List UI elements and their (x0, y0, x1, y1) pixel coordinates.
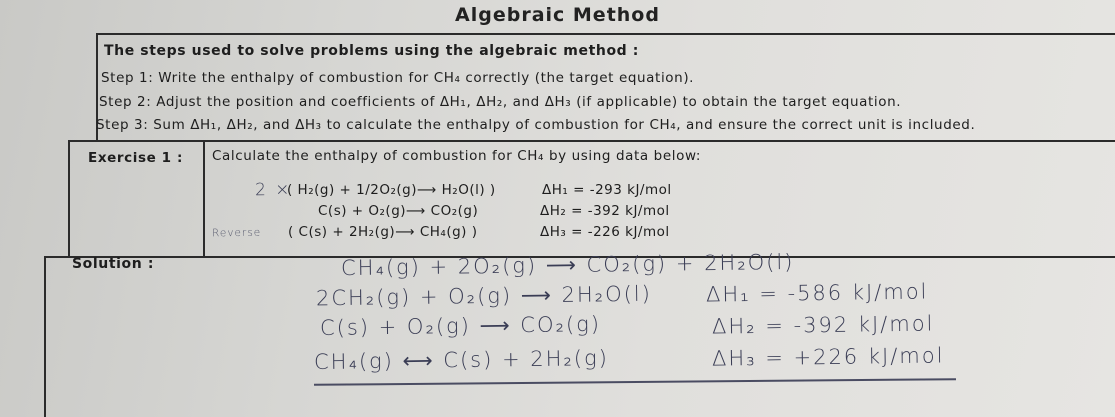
solution-line-2-reaction: C(s) + O₂(g) ⟶ CO₂(g) (319, 312, 602, 340)
solution-line-1-reaction: 2CH₂(g) + O₂(g) ⟶ 2H₂O(l) (315, 281, 653, 311)
delta-h1: ΔH₁ = -293 kJ/mol (542, 182, 672, 198)
solution-target-equation: CH₄(g) + 2O₂(g) ⟶ CO₂(g) + 2H₂O(l) (340, 249, 795, 281)
solution-line-3-reaction: CH₄(g) ⟷ C(s) + 2H₂(g) (313, 345, 609, 375)
page-title: Algebraic Method (455, 4, 660, 26)
solution-line-3-dh: ΔH₃ = +226 kJ/mol (711, 343, 945, 371)
step-2: Step 2: Adjust the position and coefficients of ΔH₁, ΔH₂, and ΔH₃ (if applicable) to obtain the target equation. (99, 94, 902, 110)
exercise-label: Exercise 1 : (88, 150, 183, 166)
solution-line-2-dh: ΔH₂ = -392 kJ/mol (711, 311, 935, 339)
equation-3: ( C(s) + 2H₂(g)⟶ CH₄(g) ) (288, 224, 478, 240)
step-1: Step 1: Write the enthalpy of combustion for CH₄ correctly (the target equation). (101, 70, 695, 86)
solution-line-1-dh: ΔH₁ = -586 kJ/mol (705, 279, 929, 307)
delta-h2: ΔH₂ = -392 kJ/mol (540, 203, 670, 219)
handwritten-sum-underline (314, 378, 956, 386)
exercise-question: Calculate the enthalpy of combustion for CH₄ by using data below: (212, 148, 701, 164)
step-3: Step 3: Sum ΔH₁, ΔH₂, and ΔH₃ to calculate the enthalpy of combustion for CH₄, and ensure the correct unit is included. (96, 117, 976, 133)
solution-left-border (44, 256, 46, 417)
steps-divider (70, 140, 1115, 142)
table-top-border (98, 33, 1115, 35)
exercise-column-divider (203, 140, 205, 257)
equation-2: C(s) + O₂(g)⟶ CO₂(g) (318, 203, 479, 219)
exercise-left-border (68, 140, 70, 257)
delta-h3: ΔH₃ = -226 kJ/mol (540, 224, 670, 240)
handwritten-2x-note: 2 × (254, 179, 292, 201)
intro-text: The steps used to solve problems using the algebraic method : (104, 43, 639, 59)
handwritten-reverse-note: Reverse (211, 226, 262, 240)
equation-1: ( H₂(g) + 1/2O₂(g)⟶ H₂O(l) ) (287, 182, 496, 198)
solution-label: Solution : (72, 256, 155, 272)
